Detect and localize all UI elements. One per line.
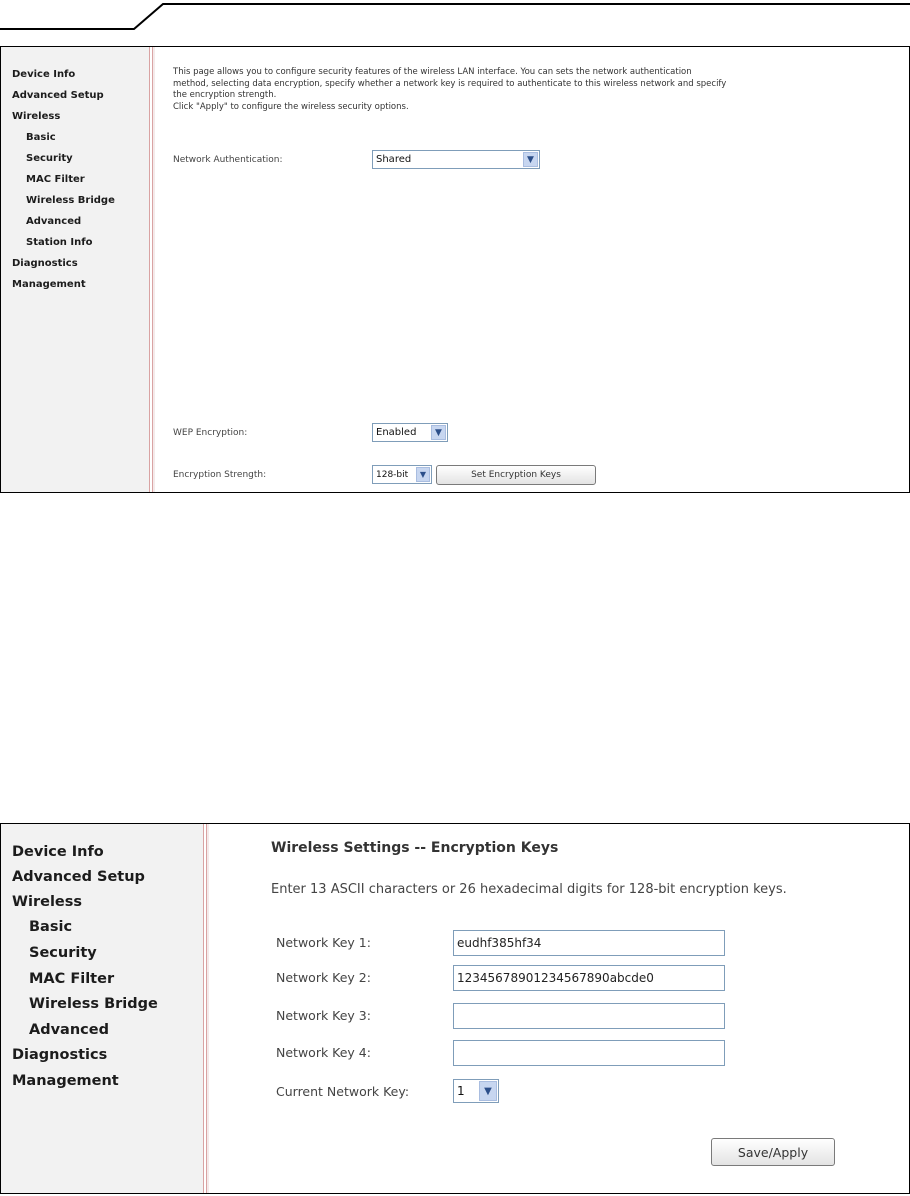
network-key-4-input[interactable] <box>453 1040 725 1066</box>
sidebar-item-wireless-bridge[interactable]: Wireless Bridge <box>26 195 115 206</box>
encryption-strength-value: 128-bit <box>376 469 409 480</box>
sidebar-item-diagnostics[interactable]: Diagnostics <box>12 258 78 269</box>
encryption-keys-screenshot <box>0 823 910 1194</box>
current-network-key-select[interactable] <box>453 1079 499 1103</box>
sidebar-item-diagnostics[interactable]: Diagnostics <box>12 1047 108 1063</box>
description-line: the encryption strength. <box>173 90 277 101</box>
current-network-key-label: Current Network Key: <box>276 1084 410 1099</box>
sidebar-item-basic[interactable]: Basic <box>29 919 73 935</box>
sidebar-nav <box>1 47 149 492</box>
sidebar-item-advanced-setup[interactable]: Advanced Setup <box>12 869 145 885</box>
sidebar-item-advanced-setup[interactable]: Advanced Setup <box>12 90 104 101</box>
page-description <box>173 67 908 113</box>
network-auth-value: Shared <box>376 154 412 165</box>
sidebar-item-basic[interactable]: Basic <box>26 132 56 143</box>
description-line: Click "Apply" to configure the wireless security options. <box>173 101 409 112</box>
network-key-2-label: Network Key 2: <box>276 970 371 985</box>
chevron-down-icon[interactable]: ▼ <box>523 152 538 167</box>
sidebar-item-security[interactable]: Security <box>29 945 97 961</box>
encryption-keys-content <box>211 824 909 1193</box>
description-line: method, selecting data encryption, specify whether a network key is required to authenticate to this wireless network and specify <box>173 78 727 89</box>
network-key-4-label: Network Key 4: <box>276 1045 371 1060</box>
key-format-info: Enter 13 ASCII characters or 26 hexadecimal digits for 128-bit encryption keys. <box>271 882 787 897</box>
sidebar-item-wireless[interactable]: Wireless <box>12 111 61 122</box>
network-auth-select[interactable] <box>372 150 540 169</box>
page-title: Wireless Settings -- Encryption Keys <box>271 840 559 856</box>
set-encryption-keys-button[interactable]: Set Encryption Keys <box>436 465 596 485</box>
wep-encryption-value: Enabled <box>376 427 417 438</box>
sidebar-item-wireless[interactable]: Wireless <box>12 894 83 910</box>
chevron-down-icon[interactable]: ▼ <box>431 425 446 440</box>
wep-encryption-label: WEP Encryption: <box>173 428 248 438</box>
current-network-key-value: 1 <box>457 1084 465 1098</box>
chevron-down-icon[interactable]: ▼ <box>416 467 430 482</box>
sidebar-item-wireless-bridge[interactable]: Wireless Bridge <box>29 996 158 1012</box>
wep-encryption-select[interactable] <box>372 423 448 442</box>
sidebar-item-advanced[interactable]: Advanced <box>26 216 82 227</box>
encryption-strength-label: Encryption Strength: <box>173 470 267 480</box>
save-apply-button[interactable]: Save/Apply <box>711 1138 835 1166</box>
sidebar-item-mac-filter[interactable]: MAC Filter <box>26 174 85 185</box>
network-key-1-label: Network Key 1: <box>276 935 371 950</box>
network-key-3-label: Network Key 3: <box>276 1008 371 1023</box>
sidebar-nav <box>1 824 203 1193</box>
network-key-3-input[interactable] <box>453 1003 725 1029</box>
wireless-security-screenshot <box>0 46 910 493</box>
chevron-down-icon[interactable]: ▼ <box>479 1081 497 1101</box>
sidebar-item-mac-filter[interactable]: MAC Filter <box>29 971 115 987</box>
network-auth-label: Network Authentication: <box>173 155 283 165</box>
network-key-1-input[interactable]: eudhf385hf34 <box>453 930 725 956</box>
encryption-strength-select[interactable] <box>372 465 432 484</box>
sidebar-item-security[interactable]: Security <box>26 153 73 164</box>
sidebar-item-management[interactable]: Management <box>12 279 86 290</box>
sidebar-item-management[interactable]: Management <box>12 1073 119 1089</box>
description-line: This page allows you to configure security features of the wireless LAN interface. You can sets the network authentication <box>173 67 692 77</box>
network-key-2-input[interactable]: 12345678901234567890abcde0 <box>453 965 725 991</box>
sidebar-item-station-info[interactable]: Station Info <box>26 237 93 248</box>
security-content <box>157 47 909 492</box>
sidebar-item-advanced[interactable]: Advanced <box>29 1022 109 1038</box>
sidebar-item-device-info[interactable]: Device Info <box>12 844 104 860</box>
sidebar-item-device-info[interactable]: Device Info <box>12 69 76 80</box>
page-header-tab-line <box>0 0 910 34</box>
